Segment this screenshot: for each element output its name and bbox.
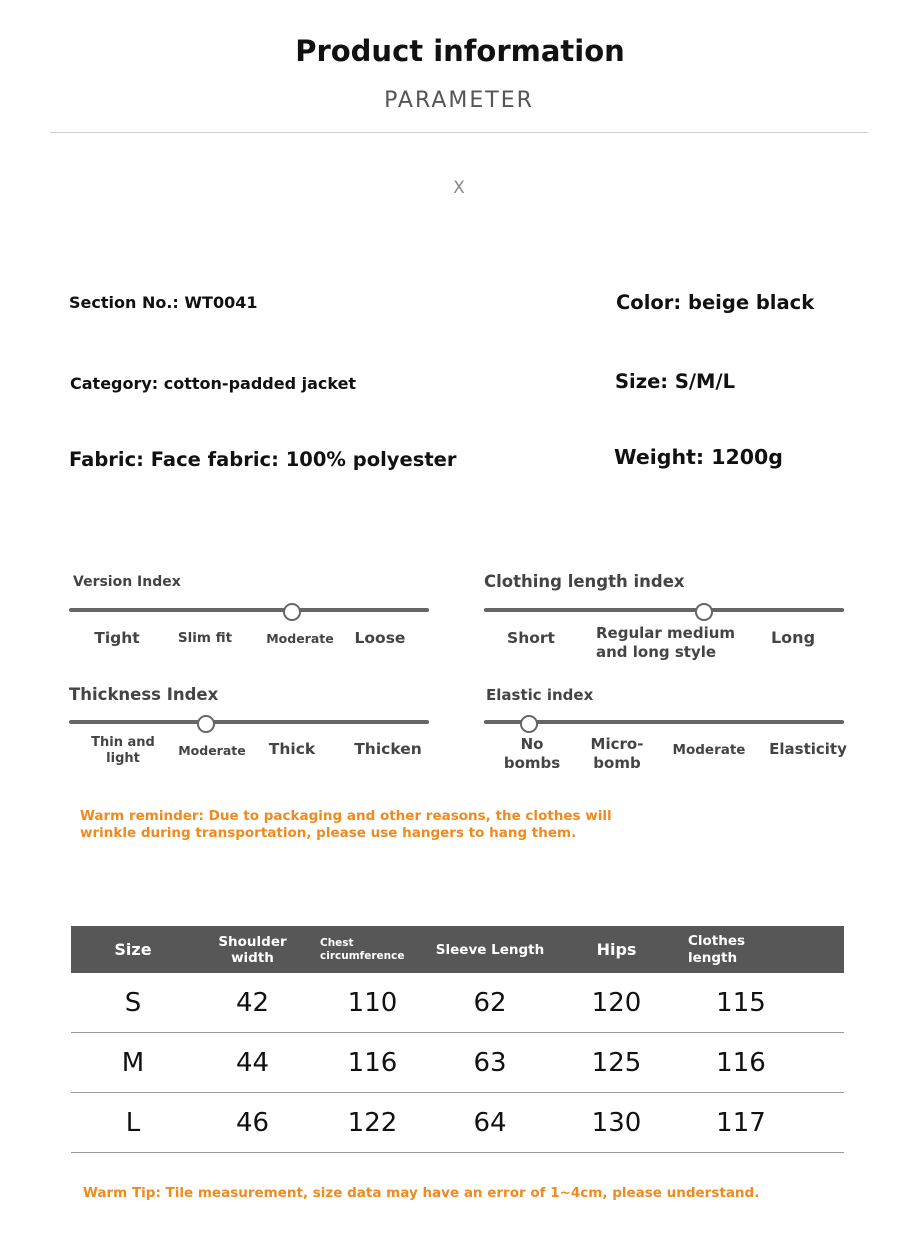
weight: Weight: 1200g (614, 445, 783, 469)
version-label-slim-fit: Slim fit (177, 630, 233, 646)
elastic-label-moderate: Moderate (672, 742, 746, 758)
page-title: Product information (295, 34, 625, 68)
color: Color: beige black (616, 291, 815, 314)
placeholder-mark: X (453, 178, 465, 198)
header-hips: Hips (596, 939, 637, 959)
size-table-header (71, 926, 844, 973)
length-label-regular: Regular medium and long style (596, 624, 736, 661)
header-chest-circumference: Chest circumference (320, 936, 405, 962)
elastic-label-no-bombs: No bombs (503, 735, 561, 772)
page-subtitle: PARAMETER (384, 88, 534, 113)
table-row (71, 1093, 844, 1153)
section-number: Section No.: WT0041 (69, 293, 258, 312)
length-label-long: Long (770, 628, 816, 647)
thickness-index-title: Thickness Index (69, 685, 219, 704)
elastic-index-knob (520, 715, 538, 733)
thickness-label-thick: Thick (268, 740, 316, 758)
table-cell: 116 (716, 1047, 766, 1078)
length-index-track (484, 608, 844, 612)
thickness-index-knob (197, 715, 215, 733)
length-label-short: Short (507, 629, 555, 647)
thickness-label-thicken: Thicken (354, 740, 422, 758)
table-cell: S (124, 987, 142, 1018)
version-label-loose: Loose (354, 629, 406, 647)
table-cell: 110 (347, 987, 398, 1018)
length-index-knob (695, 603, 713, 621)
table-cell: 115 (716, 987, 766, 1018)
elastic-label-elasticity: Elasticity (769, 740, 847, 758)
warm-reminder: Warm reminder: Due to packaging and other reasons, the clothes will wrinkle during transportation, please use hangers to hang them. (80, 808, 612, 841)
table-cell: 44 (235, 1047, 270, 1078)
table-cell: 117 (716, 1107, 766, 1138)
version-label-moderate: Moderate (266, 631, 334, 646)
version-index-knob (283, 603, 301, 621)
length-index-title: Clothing length index (484, 572, 685, 591)
table-cell: 122 (347, 1107, 398, 1138)
table-cell: 130 (591, 1107, 642, 1138)
table-cell: 116 (347, 1047, 398, 1078)
table-cell: 63 (473, 1047, 507, 1078)
version-index-title: Version Index (73, 574, 181, 590)
header-size: Size (114, 939, 152, 959)
version-index-track (69, 608, 429, 612)
thickness-label-thin-and-light: Thin and light (91, 735, 155, 766)
table-cell: 42 (235, 987, 270, 1018)
table-cell: 64 (473, 1107, 507, 1138)
thickness-index-track (69, 720, 429, 724)
size-table (71, 926, 844, 1153)
elastic-index-title: Elastic index (486, 686, 594, 704)
header-clothes-length: Clothes length (688, 932, 746, 966)
table-cell: M (121, 1047, 145, 1078)
thickness-label-moderate: Moderate (178, 743, 246, 758)
fabric: Fabric: Face fabric: 100% polyester (69, 448, 457, 471)
elastic-label-micro-bomb: Micro-bomb (590, 735, 644, 772)
category: Category: cotton-padded jacket (70, 374, 357, 393)
elastic-index-track (484, 720, 844, 724)
table-row (71, 973, 844, 1033)
warm-tip: Warm Tip: Tile measurement, size data may have an error of 1~4cm, please understand. (83, 1185, 760, 1201)
size-range: Size: S/M/L (615, 370, 736, 393)
version-label-tight: Tight (94, 629, 140, 647)
table-cell: L (125, 1107, 141, 1138)
table-cell: 120 (591, 987, 642, 1018)
table-row (71, 1033, 844, 1093)
header-divider (50, 132, 868, 133)
header-shoulder-width: Shoulder width (218, 933, 287, 966)
table-cell: 62 (473, 987, 507, 1018)
table-cell: 46 (235, 1107, 270, 1138)
table-cell: 125 (591, 1047, 642, 1078)
header-sleeve-length: Sleeve Length (435, 941, 545, 958)
